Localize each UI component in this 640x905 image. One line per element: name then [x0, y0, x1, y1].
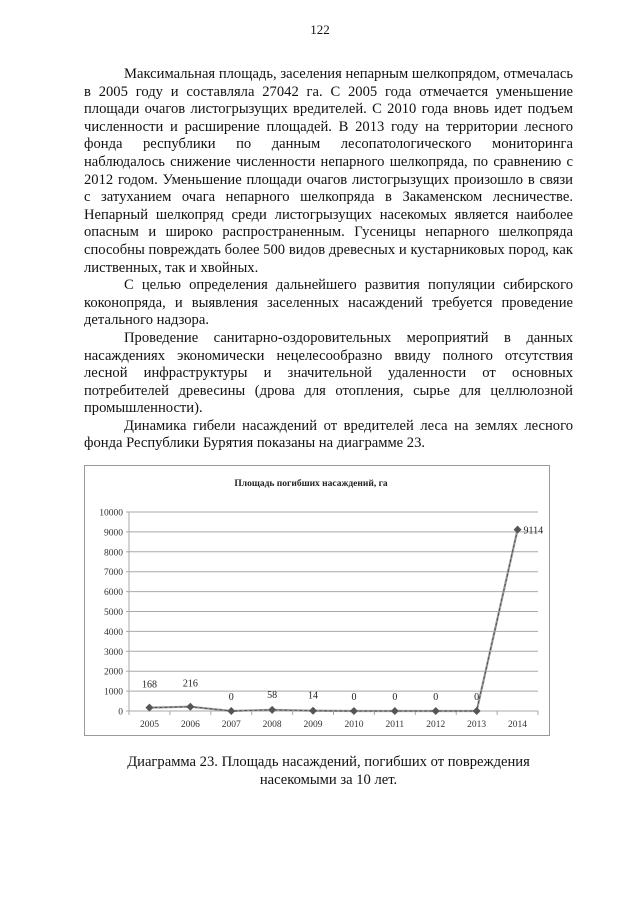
paragraph-1: Максимальная площадь, заселения непарным шелкопрядом, отмечалась в 2005 году и составляла 27042 га. С 2005 года отмечается уменьшение площади очагов листогрызущих вредителей. С 2010 года вновь идет подъем численности и расширение площадей. В 2013 году на территории лесного фонда республики по данным лесопатологического мониторинга наблюдалось снижение численности непарного шелкопряда, по сравнению с 2012 годом. Уменьшение площади очагов листогрызущих произошло в связи с затуханием очага непарного шелкопряда в Закаменском лесничестве. Непарный шелкопряд среди листогрызущих насекомых является наиболее опасным и широко распространенным. Гусеницы непарного шелкопряда способны повреждать более 500 видов древесных и кустарниковых пород, как лиственных, так и хвойных.	[84, 66, 573, 276]
chart-container	[84, 465, 550, 736]
paragraph-2: С целью определения дальнейшего развития популяции сибирского коконопряда, и выявления заселенных насаждений требуется проведение детального надзора.	[84, 277, 573, 329]
x-tick-label: 2010	[344, 720, 364, 730]
y-tick-label: 9000	[104, 528, 123, 539]
y-tick-label: 1000	[104, 687, 123, 698]
y-axis	[99, 509, 129, 718]
y-tick-label: 7000	[104, 568, 123, 579]
diamond-marker-icon	[309, 707, 317, 715]
data-label: 216	[182, 678, 198, 690]
series-line	[149, 530, 517, 711]
data-label: 9114	[523, 525, 544, 537]
body-text	[84, 66, 573, 453]
x-tick-label: 2012	[426, 720, 446, 730]
data-label: 0	[433, 692, 439, 703]
x-tick-label: 2006	[180, 720, 200, 730]
x-tick-label: 2009	[303, 720, 323, 730]
y-tick-label: 6000	[104, 588, 123, 599]
diamond-marker-icon	[432, 707, 440, 715]
data-label: 0	[351, 692, 357, 703]
y-tick-label: 0	[118, 707, 123, 718]
paragraph-3: Проведение санитарно-оздоровительных мероприятий в данных насаждениях экономически нецелесообразно ввиду полного отсутствия лесной инфраструктуры и значительной удаленности от основных потребителей древесины (дрова для отопления, сырье для целлюлозной промышленности).	[84, 329, 573, 417]
y-tick-label: 2000	[104, 667, 123, 678]
diamond-marker-icon	[227, 707, 235, 715]
caption-line-2: насекомыми за 10 лет.	[259, 771, 398, 788]
data-label: 0	[392, 692, 398, 703]
diamond-marker-icon	[268, 706, 276, 714]
diamond-marker-icon	[186, 703, 194, 711]
x-tick-label: 2013	[467, 720, 487, 730]
diamond-marker-icon	[145, 704, 153, 712]
data-label: 14	[308, 690, 319, 702]
page-number: 122	[310, 22, 330, 37]
x-tick-label: 2014	[508, 720, 528, 730]
x-tick-label: 2011	[385, 720, 405, 730]
y-tick-label: 8000	[104, 548, 123, 559]
paragraph-4: Динамика гибели насаждений от вредителей леса на землях лесного фонда Республики Бурятия показаны на диаграмме 23.	[84, 417, 573, 452]
data-label: 168	[141, 679, 157, 691]
chart-gridlines	[129, 512, 538, 691]
y-tick-label: 5000	[104, 608, 123, 618]
diamond-marker-icon	[350, 707, 358, 715]
data-label: 0	[474, 692, 480, 703]
diamond-marker-icon	[391, 707, 399, 715]
chart-title: Площадь погибших насаждений, га	[234, 479, 388, 489]
figure-caption	[84, 754, 573, 789]
data-label: 58	[267, 689, 278, 701]
x-tick-label: 2005	[139, 720, 159, 730]
caption-line-1: Диаграмма 23. Площадь насаждений, погибших от повреждения	[127, 754, 530, 770]
y-tick-label: 4000	[104, 627, 123, 638]
x-tick-label: 2007	[221, 720, 241, 730]
diamond-marker-icon	[514, 526, 522, 534]
line-chart	[85, 466, 551, 737]
y-tick-label: 10000	[99, 508, 123, 519]
x-tick-label: 2008	[262, 720, 282, 730]
data-label: 0	[228, 692, 234, 703]
data-series	[145, 526, 521, 715]
diamond-marker-icon	[473, 707, 481, 715]
y-tick-label: 3000	[104, 647, 123, 658]
